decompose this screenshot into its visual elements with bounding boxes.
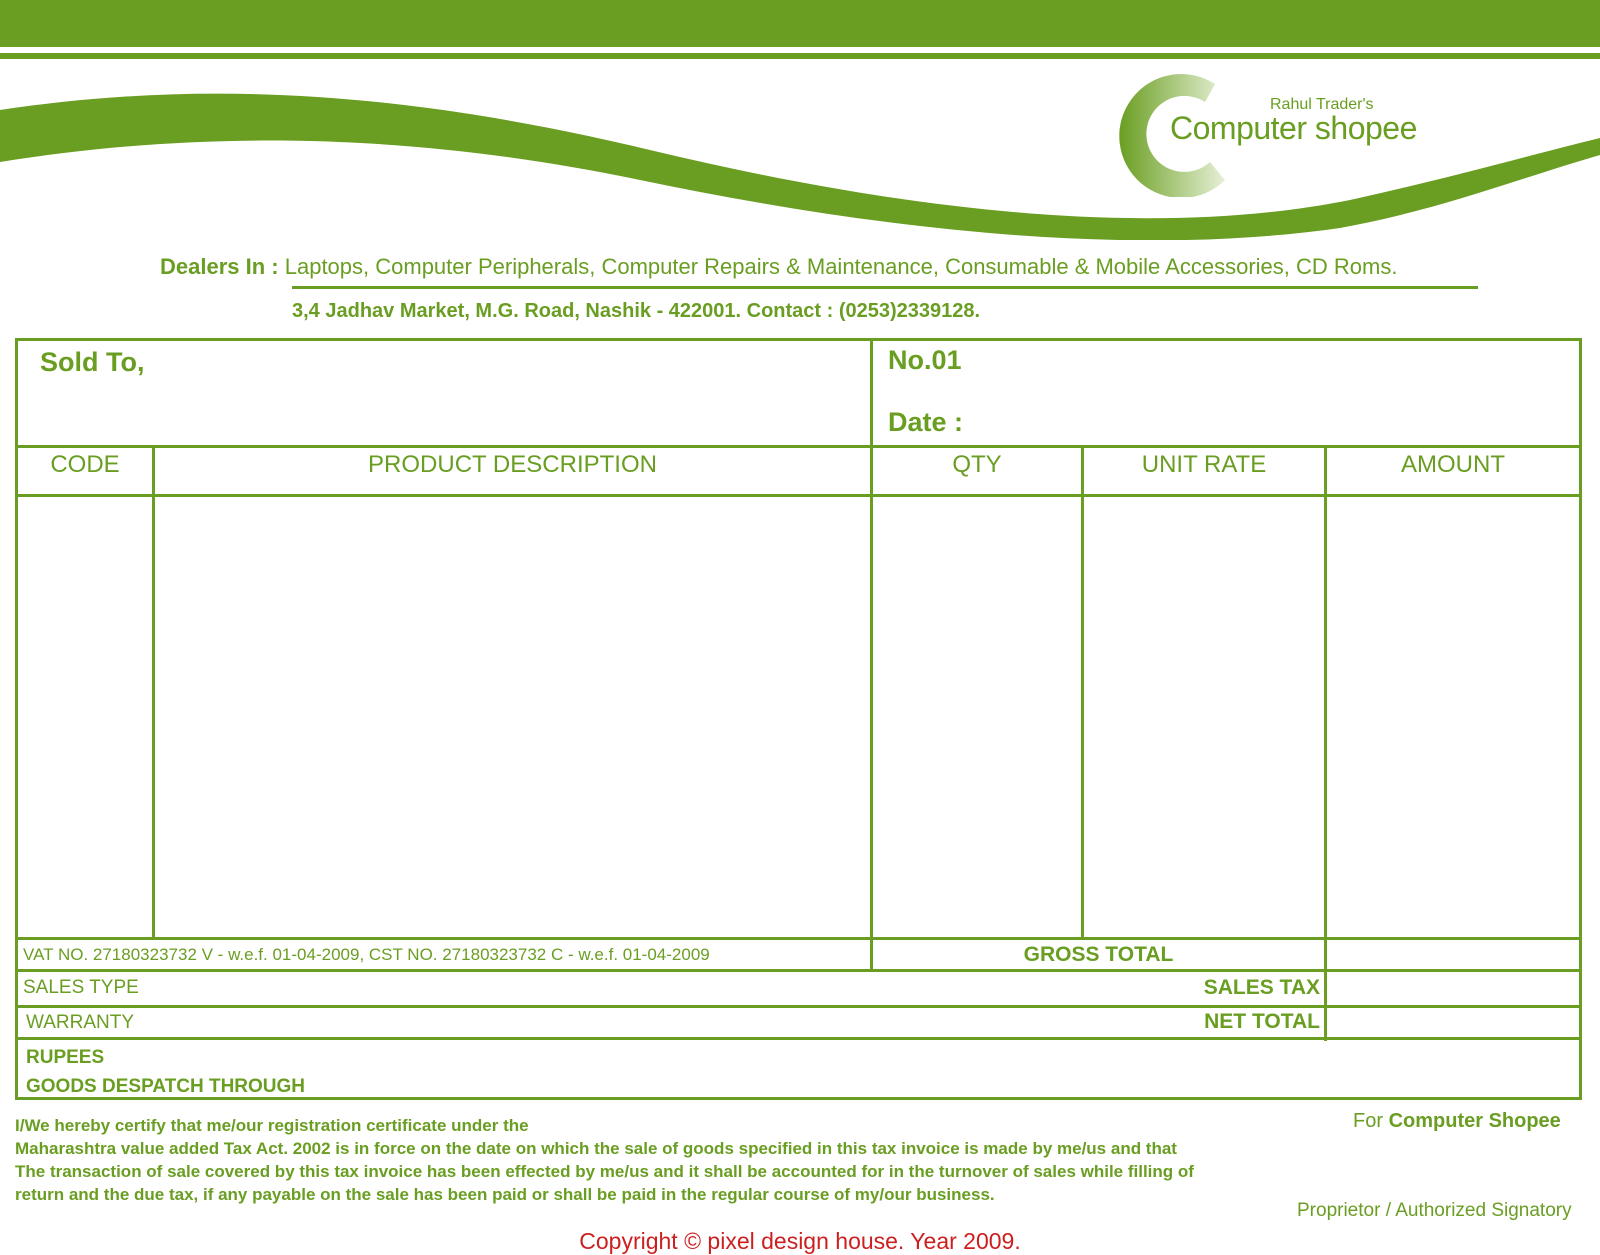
certification-line: return and the due tax, if any payable on the sale has been paid or shall be paid in the regular course of my/our business. bbox=[15, 1185, 995, 1204]
for-prefix: For bbox=[1353, 1110, 1383, 1132]
sales-type-label: SALES TYPE bbox=[23, 977, 139, 998]
desc-col-divider bbox=[870, 341, 873, 972]
invoice-number: No.01 bbox=[888, 345, 962, 375]
copyright-notice: Copyright © pixel design house. Year 2009. bbox=[579, 1228, 1021, 1254]
column-header-description: PRODUCT DESCRIPTION bbox=[368, 451, 657, 478]
qty-col-divider bbox=[1081, 445, 1084, 940]
header-bar bbox=[0, 0, 1600, 47]
vat-bottom-line bbox=[18, 969, 1579, 972]
dealers-underline bbox=[292, 286, 1478, 289]
invoice-frame bbox=[15, 338, 1582, 1100]
salestype-bottom-line bbox=[18, 1005, 1579, 1008]
dealers-items: Laptops, Computer Peripherals, Computer Repairs & Maintenance, Consumable & Mobile Accessories, CD Roms. bbox=[284, 254, 1398, 279]
header-wave bbox=[0, 60, 1600, 240]
code-col-divider bbox=[152, 445, 155, 940]
certification-text bbox=[15, 1114, 1194, 1206]
column-header-amount: AMOUNT bbox=[1401, 451, 1505, 478]
warranty-bottom-line bbox=[18, 1037, 1579, 1040]
rate-col-divider bbox=[1324, 445, 1327, 1041]
column-header-code: CODE bbox=[50, 451, 120, 478]
items-bottom-line bbox=[18, 937, 1579, 940]
column-header-unit-rate: UNIT RATE bbox=[1141, 451, 1267, 478]
sales-tax-label: SALES TAX bbox=[1203, 976, 1320, 999]
signatory-label: Proprietor / Authorized Signatory bbox=[1297, 1200, 1572, 1221]
vat-number: VAT NO. 27180323732 V - w.e.f. 01-04-2009, CST NO. 27180323732 C - w.e.f. 01-04-2009 bbox=[23, 945, 710, 964]
certification-line: The transaction of sale covered by this tax invoice has been effected by me/us and it shall be accounted for in the turnover of sales while filling of bbox=[15, 1162, 1194, 1181]
dealers-line bbox=[160, 254, 1397, 280]
shop-address: 3,4 Jadhav Market, M.G. Road, Nashik - 422001. Contact : (0253)2339128. bbox=[292, 300, 981, 322]
date-label: Date : bbox=[888, 407, 964, 437]
for-company bbox=[1353, 1110, 1561, 1133]
for-company-name: Computer Shopee bbox=[1388, 1110, 1561, 1132]
gross-total-label: GROSS TOTAL bbox=[1023, 943, 1174, 966]
despatch-label: GOODS DESPATCH THROUGH bbox=[26, 1076, 306, 1097]
sold-to-label: Sold To, bbox=[40, 347, 145, 377]
warranty-label: WARRANTY bbox=[26, 1012, 135, 1033]
rupees-label: RUPEES bbox=[26, 1047, 105, 1068]
brand-tagline: Rahul Trader's bbox=[1270, 96, 1374, 113]
certification-line: Maharashtra value added Tax Act. 2002 is in force on the date on which the sale of goods specified in this tax invoice is made by me/us and that bbox=[15, 1139, 1177, 1158]
net-total-label: NET TOTAL bbox=[1204, 1010, 1320, 1033]
dealers-label: Dealers In : bbox=[160, 254, 279, 279]
column-header-divider bbox=[18, 494, 1579, 497]
column-header-qty: QTY bbox=[952, 451, 1002, 478]
header-divider bbox=[18, 445, 1579, 448]
header-rule bbox=[0, 53, 1600, 59]
brand-name: Computer shopee bbox=[1170, 110, 1417, 146]
certification-line: I/We hereby certify that me/our registration certificate under the bbox=[15, 1116, 529, 1135]
